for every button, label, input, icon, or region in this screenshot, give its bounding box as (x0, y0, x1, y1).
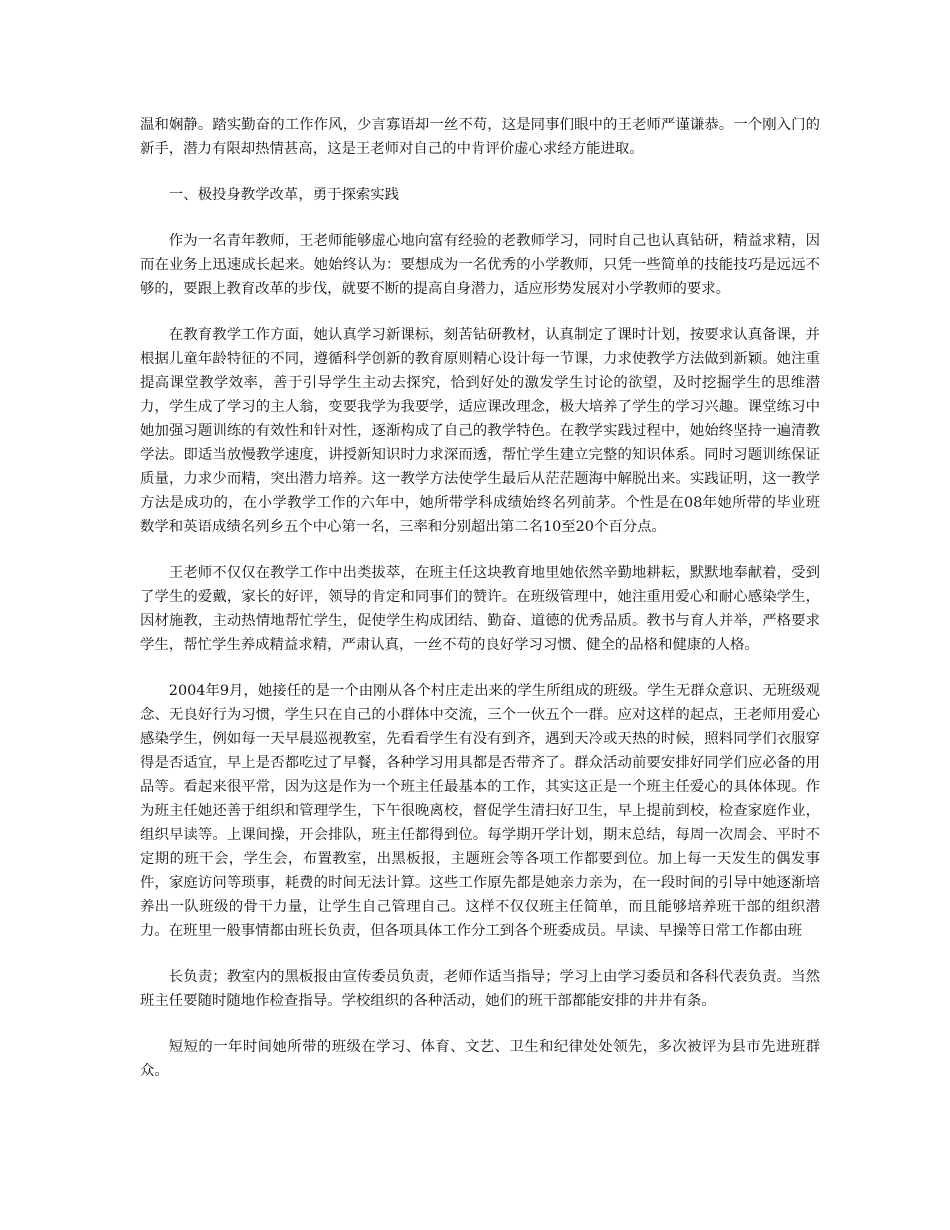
paragraph-young-teacher: 作为一名青年教师，王老师能够虚心地向富有经验的老教师学习，同时自己也认真钻研，精益求精，因而在业务上迅速成长起来。她始终认为：要想成为一名优秀的小学教师，只凭一些简单的技能技巧是远远不够的，要跟上教育改革的步伐，就要不断的提高自身潜力，适应形势发展对小学教师的要求。 (140, 233, 820, 297)
paragraph-class-committee: 长负责；教室内的黑板报由宣传委员负责，老师作适当指导；学习上由学习委员和各科代表负责。当然班主任要随时随地作检查指导。学校组织的各种活动，她们的班干部都能安排的井井有条。 (140, 969, 820, 1009)
document-body (140, 113, 820, 1105)
paragraph-class-teacher: 王老师不仅仅在教学工作中出类拔萃，在班主任这块教育地里她依然辛勤地耕耘，默默地奉献着，受到了学生的爱戴，家长的好评，领导的肯定和同事们的赞许。在班级管理中，她注重用爱心和耐心感染学生，因材施教，主动热情地帮忙学生，促使学生构成团结、勤奋、道德的优秀品质。教书与育人并举，严格要求学生，帮忙学生养成精益求精，严肃认真，一丝不苟的良好学习习惯、健全的品格和健康的人格。 (140, 565, 820, 653)
paragraph-achievement: 短短的一年时间她所带的班级在学习、体育、文艺、卫生和纪律处处领先，多次被评为县市先进班群众。 (140, 1039, 820, 1079)
section-heading: 一、极投身教学改革，勇于探索实践 (168, 187, 400, 203)
paragraph-2004-class: 2004年9月，她接任的是一个由刚从各个村庄走出来的学生所组成的班级。学生无群众意识、无班级观念、无良好行为习惯，学生只在自己的小群体中交流，三个一伙五个一群。应对这样的起点，王老师用爱心感染学生，例如每一天早晨巡视教室，先看看学生有没有到齐，遇到天冷或天热的时候，照料同学们衣服穿得是否适宜，早上是否都吃过了早餐，各种学习用具都是否带齐了。群众活动前要安排好同学们应必备的用品等。看起来很平常，因为这是作为一个班主任最基本的工作，其实这正是一个班主任爱心的具体体现。作为班主任她还善于组织和管理学生，下午很晚离校，督促学生清扫好卫生，早上提前到校，检查家庭作业，组织早读等。上课间操，开会排队，班主任都得到位。每学期开学计划，期末总结，每周一次周会、平时不定期的班干会，学生会，布置教室，出黑板报，主题班会等各项工作都要到位。加上每一天发生的偶发事件，家庭访问等琐事，耗费的时间无法计算。这些工作原先都是她亲力亲为，在一段时间的引导中她逐渐培养出一队班级的骨干力量，让学生自己管理自己。这样不仅仅班主任简单，而且能够培养班干部的组织潜力。在班里一般事情都由班长负责，但各项具体工作分工到各个班委成员。早读、早操等日常工作都由班 (140, 683, 820, 939)
paragraph-intro: 温和娴静。踏实勤奋的工作作风，少言寡语却一丝不苟，这是同事们眼中的王老师严谨谦恭。一个刚入门的新手，潜力有限却热情甚高，这是王老师对自己的中肯评价虚心求经方能进取。 (140, 117, 820, 157)
paragraph-teaching-work: 在教育教学工作方面，她认真学习新课标，刻苦钻研教材，认真制定了课时计划，按要求认真备课，并根据儿童年龄特征的不同，遵循科学创新的教育原则精心设计每一节课，力求使教学方法做到新颖。她注重提高课堂教学效率，善于引导学生主动去探究，恰到好处的激发学生讨论的欲望，及时挖掘学生的思维潜力，学生成了学习的主人翁，变要我学为我要学，适应课改理念，极大培养了学生的学习兴趣。课堂练习中她加强习题训练的有效性和针对性，逐渐构成了自己的教学特色。在教学实践过程中，她始终坚持一遍清教学法。即适当放慢教学速度，讲授新知识时力求深而透，帮忙学生建立完整的知识体系。同时习题训练保证质量，力求少而精，突出潜力培养。这一教学方法使学生最后从茫茫题海中解脱出来。实践证明，这一教学方法是成功的，在小学教学工作的六年中，她所带学科成绩始终名列前茅。个性是在08年她所带的毕业班数学和英语成绩名列乡五个中心第一名，三率和分别超出第二名10至20个百分点。 (140, 327, 820, 535)
